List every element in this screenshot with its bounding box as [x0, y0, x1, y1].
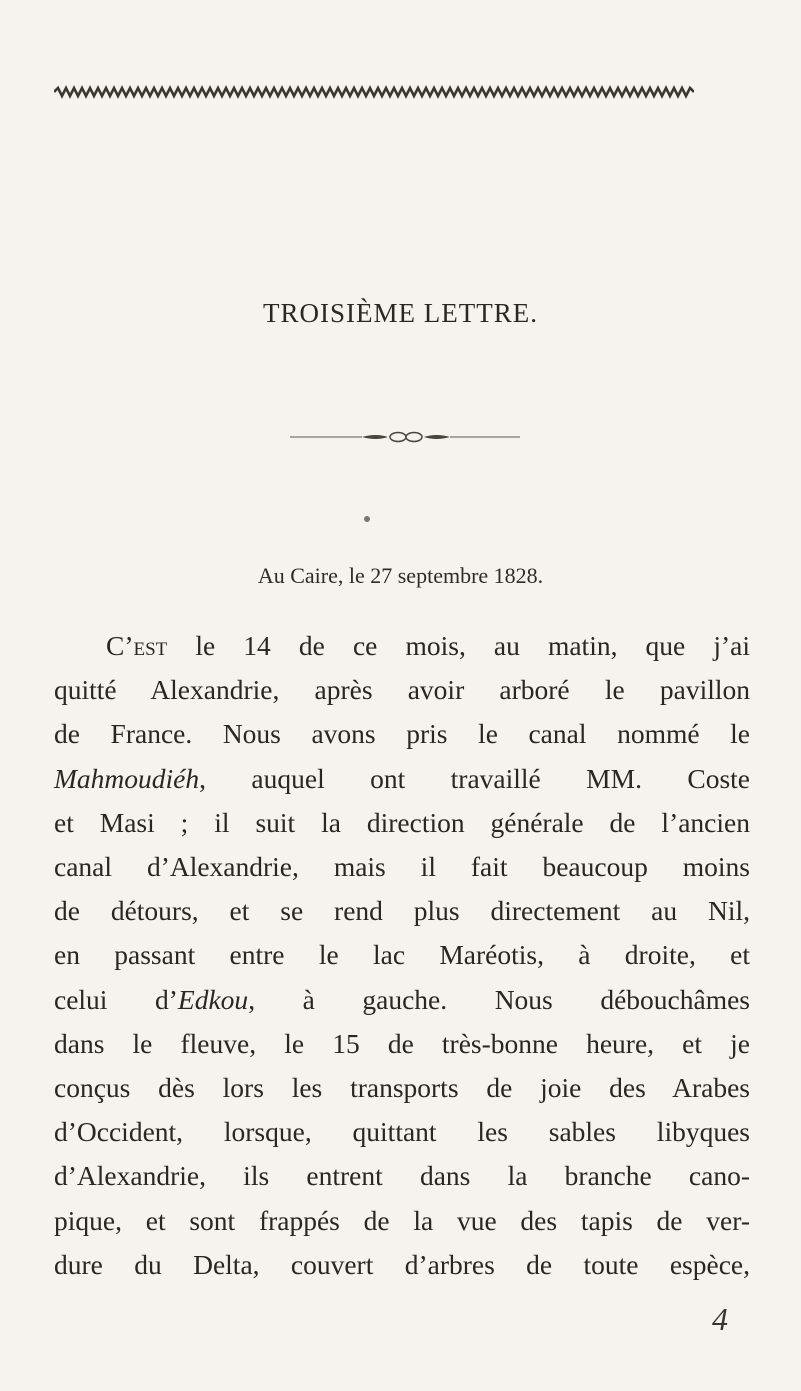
- drop-word: C’: [106, 630, 134, 661]
- text-line-14: pique, et sont frappés de la vue des tapis de ver-: [54, 1204, 750, 1236]
- text-line-1: C’est le 14 de ce mois, au matin, que j’ai: [106, 630, 750, 661]
- text-line-4: Mahmoudiéh, auquel ont travaillé MM. Coste: [54, 762, 750, 794]
- text-line-2: quitté Alexandrie, après avoir arboré le pavillon: [54, 674, 750, 706]
- page-number: 4: [712, 1301, 728, 1337]
- text-line-15: dure du Delta, couvert d’arbres de toute espèce,: [54, 1248, 750, 1280]
- text-line-3: de France. Nous avons pris le canal nommé le: [54, 718, 750, 750]
- ornament-dot: [364, 516, 370, 522]
- text-line-12: d’Occident, lorsque, quittant les sables libyques: [54, 1116, 750, 1148]
- dateline: Au Caire, le 27 septembre 1828.: [257, 563, 544, 588]
- chapter-title: TROISIÈME LETTRE.: [263, 298, 538, 328]
- text-line-9: celui d’Edkou, à gauche. Nous débouchâmes: [54, 983, 750, 1015]
- drop-word-smallcaps: est: [133, 630, 168, 661]
- text-line-8: en passant entre le lac Maréotis, à droite, et: [54, 939, 750, 971]
- text-line-11: conçus dès lors les transports de joie des Arabes: [54, 1072, 750, 1104]
- text-line-6: canal d’Alexandrie, mais il fait beaucoup moins: [54, 851, 750, 883]
- decorative-rule: [290, 430, 520, 444]
- letter-body: [54, 624, 750, 1287]
- italic-place-name: Mahmoudiéh: [54, 762, 200, 794]
- italic-place-name: Edkou: [177, 983, 249, 1015]
- text-line-7: de détours, et se rend plus directement au Nil,: [54, 895, 750, 927]
- text-line-5: et Masi ; il suit la direction générale de l’ancien: [54, 806, 750, 838]
- header-ornament-band: [54, 84, 694, 100]
- text-line-13: d’Alexandrie, ils entrent dans la branche cano-: [54, 1160, 750, 1192]
- text-line-10: dans le fleuve, le 15 de très-bonne heure, et je: [54, 1027, 750, 1059]
